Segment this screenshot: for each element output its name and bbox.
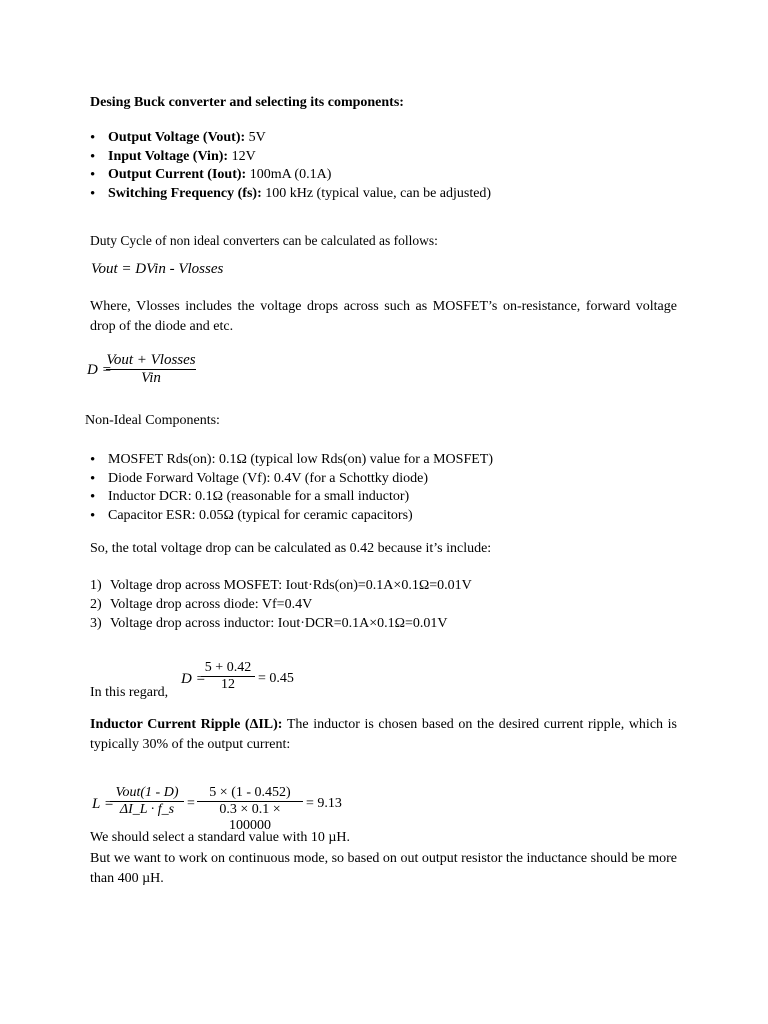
components-list — [90, 451, 493, 525]
equation-l-equals: = — [187, 796, 195, 811]
equation-d2-result: = 0.45 — [258, 671, 294, 686]
drops-list — [90, 576, 472, 633]
equation-d-fraction: Vout + Vlosses Vin — [106, 352, 196, 386]
list-item: • Diode Forward Voltage (Vf): 0.4V (for a Schottky diode) — [90, 470, 493, 489]
equation-d2-lhs: D = — [181, 671, 206, 687]
list-item: 2) Voltage drop across diode: Vf=0.4V — [90, 597, 313, 612]
list-item: • Output Voltage (Vout): 5V — [90, 129, 491, 148]
equation-l-lhs: L = — [92, 796, 114, 812]
equation-l-result: = 9.13 — [306, 796, 342, 811]
equation-l-fraction2: 5 × (1 - 0.452) 0.3 × 0.1 × 100000 — [197, 785, 303, 834]
list-item: 3) Voltage drop across inductor: Iout·DCR=0.1A×0.1Ω=0.01V — [90, 616, 448, 631]
equation-d-lhs: D = — [87, 362, 112, 378]
ripple-paragraph: Inductor Current Ripple (ΔIL): The inductor is chosen based on the desired current ripple, which is typically 30% of the output current: — [90, 717, 677, 752]
duty-intro: Duty Cycle of non ideal converters can be calculated as follows: — [90, 233, 438, 248]
continuous-paragraph: But we want to work on continuous mode, so based on out output resistor the inductance should be more than 400 µH. — [90, 851, 677, 886]
list-item: 1) Voltage drop across MOSFET: Iout·Rds(on)=0.1A×0.1Ω=0.01V — [90, 578, 472, 593]
nonideal-heading: Non-Ideal Components: — [85, 413, 220, 428]
document-title: Desing Buck converter and selecting its components: — [90, 95, 404, 110]
equation-d2-fraction: 5 + 0.42 12 — [201, 660, 255, 693]
equation-vout: Vout = DVin - Vlosses — [91, 261, 224, 277]
list-item: • Switching Frequency (fs): 100 kHz (typical value, can be adjusted) — [90, 185, 491, 204]
list-item: • Capacitor ESR: 0.05Ω (typical for ceramic capacitors) — [90, 507, 493, 526]
list-item: • MOSFET Rds(on): 0.1Ω (typical low Rds(on) value for a MOSFET) — [90, 451, 493, 470]
list-item: • Input Voltage (Vin): 12V — [90, 148, 491, 167]
equation-l-fraction1: Vout(1 - D) ΔI_L · f_s — [110, 785, 184, 818]
select-text: We should select a standard value with 10 µH. — [90, 830, 351, 845]
list-item: • Output Current (Iout): 100mA (0.1A) — [90, 166, 491, 185]
total-drop-text: So, the total voltage drop can be calculated as 0.42 because it’s include: — [90, 541, 492, 556]
where-paragraph: Where, Vlosses includes the voltage drops across such as MOSFET’s on-resistance, forward voltage drop of the diode and etc. — [90, 299, 677, 334]
regard-text: In this regard, — [90, 685, 169, 700]
list-item: • Inductor DCR: 0.1Ω (reasonable for a small inductor) — [90, 488, 493, 507]
spec-list — [90, 129, 491, 203]
